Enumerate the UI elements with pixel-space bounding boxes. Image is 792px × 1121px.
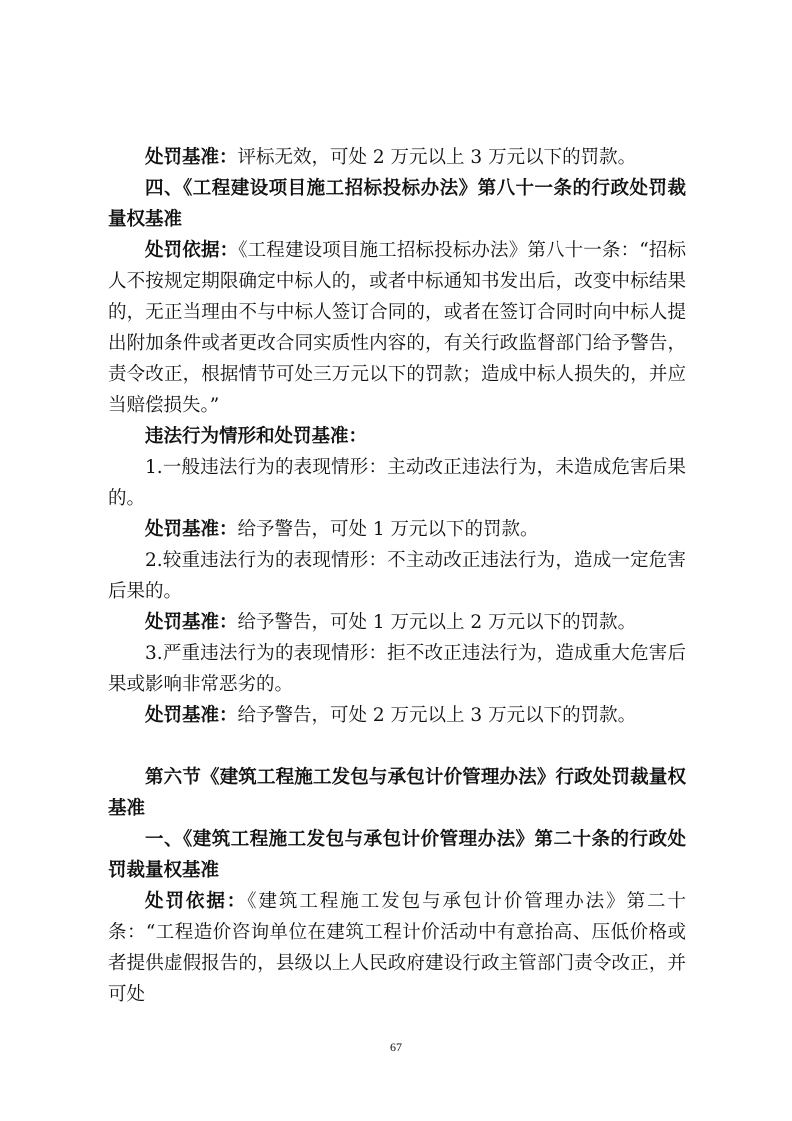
paragraph-text: 《工程建设项目施工招标投标办法》第八十一条：“招标人不按规定期限确定中标人的，或者中标通知书发出后，改变中标结果的，无正当理由不与中标人签订合同的，或者在签订合同时向中标人提出附加条件或者更改合同实质性内容的，有关行政监督部门给予警告，责令改正，根据情节可处三万元以下的罚款；造成中标人损失的，并应当赔偿损失。”: [108, 240, 686, 416]
penalty-basis-paragraph: [108, 886, 686, 1010]
paragraph-text: 2.较重违法行为的表现情形：不主动改正违法行为，造成一定危害后果的。: [108, 550, 686, 602]
paragraph-label: 处罚基准：: [145, 519, 238, 540]
penalty-standard-paragraph: [108, 514, 686, 545]
penalty-standard-paragraph: [108, 142, 686, 173]
paragraph-text: 给予警告，可处 2 万元以上 3 万元以下的罚款。: [237, 705, 637, 726]
penalty-standard-paragraph: [108, 700, 686, 731]
document-body: [108, 142, 686, 1010]
serious-violation-paragraph: [108, 545, 686, 607]
penalty-standard-paragraph: [108, 607, 686, 638]
paragraph-label: 处罚基准：: [145, 705, 238, 726]
severe-violation-paragraph: [108, 638, 686, 700]
paragraph-text: 评标无效，可处 2 万元以上 3 万元以下的罚款。: [237, 147, 637, 168]
heading-text: 违法行为情形和处罚基准：: [145, 426, 368, 447]
section-six-heading: [108, 762, 686, 824]
violation-circumstances-heading: [108, 421, 686, 452]
section-spacer: [108, 731, 686, 762]
page-number: 67: [390, 1040, 402, 1054]
paragraph-text: 1.一般违法行为的表现情形：主动改正违法行为，未造成危害后果的。: [108, 457, 686, 509]
paragraph-label: 处罚基准：: [145, 147, 238, 168]
section-heading-one: [108, 824, 686, 886]
paragraph-label: 处罚依据：: [145, 240, 239, 261]
penalty-basis-paragraph: [108, 235, 686, 421]
paragraph-text: 《建筑工程施工发包与承包计价管理办法》第二十条：“工程造价咨询单位在建筑工程计价活动中有意抬高、压低价格或者提供虚假报告的，县级以上人民政府建设行政主管部门责令改正，并可处: [108, 891, 686, 1005]
section-heading-four: [108, 173, 686, 235]
paragraph-text: 给予警告，可处 1 万元以下的罚款。: [237, 519, 539, 540]
heading-text: 四、《工程建设项目施工招标投标办法》第八十一条的行政处罚裁量权基准: [108, 178, 686, 230]
heading-text: 第六节《建筑工程施工发包与承包计价管理办法》行政处罚裁量权基准: [108, 767, 686, 819]
paragraph-label: 处罚基准：: [145, 612, 238, 633]
heading-text: 一、《建筑工程施工发包与承包计价管理办法》第二十条的行政处罚裁量权基准: [108, 829, 686, 881]
general-violation-paragraph: [108, 452, 686, 514]
paragraph-text: 3.严重违法行为的表现情形：拒不改正违法行为，造成重大危害后果或影响非常恶劣的。: [108, 643, 686, 695]
paragraph-label: 处罚依据：: [145, 891, 248, 912]
paragraph-text: 给予警告，可处 1 万元以上 2 万元以下的罚款。: [237, 612, 637, 633]
